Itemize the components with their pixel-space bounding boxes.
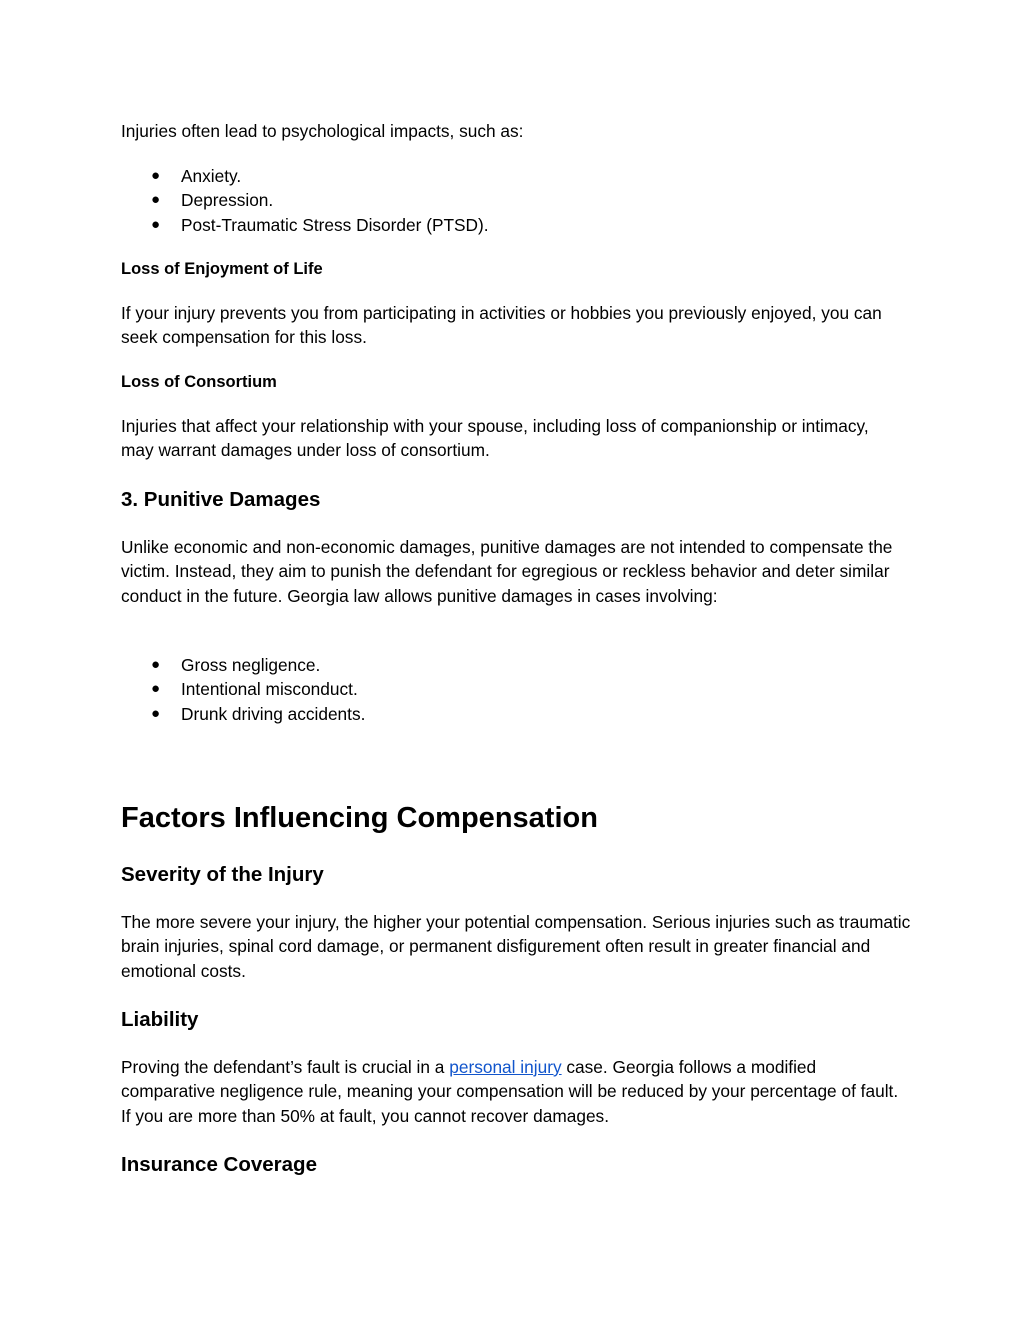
punitive-list xyxy=(121,653,911,726)
psych-list xyxy=(121,164,911,237)
list-item: ● Gross negligence. xyxy=(121,653,911,677)
consortium-heading: Loss of Consortium xyxy=(121,373,277,391)
severity-paragraph: The more severe your injury, the higher your potential compensation. Serious injuries such as traumatic brain injuries, spinal cord damage, or permanent disfigurement often result in greater financial and emotional costs. xyxy=(121,912,911,981)
enjoyment-heading: Loss of Enjoyment of Life xyxy=(121,260,323,278)
list-item: ● Drunk driving accidents. xyxy=(121,702,911,726)
insurance-heading: Insurance Coverage xyxy=(121,1153,317,1176)
factors-heading: Factors Influencing Compensation xyxy=(121,802,598,834)
bullet-icon: ● xyxy=(151,167,161,184)
list-item: ● Depression. xyxy=(121,188,911,212)
personal-injury-link[interactable]: personal injury xyxy=(449,1057,562,1077)
list-item: ● Post-Traumatic Stress Disorder (PTSD). xyxy=(121,213,911,237)
liability-paragraph: Proving the defendant’s fault is crucial in a personal injury case. Georgia follows a modified comparative negligence rule, meaning your compensation will be reduced by your percentage of fault. If you are more than 50% at fault, you cannot recover damages. xyxy=(121,1057,899,1126)
bullet-icon: ● xyxy=(151,656,161,673)
bullet-icon: ● xyxy=(151,704,161,722)
bullet-icon: ● xyxy=(151,215,161,233)
punitive-paragraph: Unlike economic and non-economic damages, punitive damages are not intended to compensate the victim. Instead, they aim to punish the defendant for egregious or reckless behavior and deter similar conduct in the future. Georgia law allows punitive damages in cases involving: xyxy=(121,537,893,606)
punitive-heading: 3. Punitive Damages xyxy=(121,488,321,511)
enjoyment-paragraph: If your injury prevents you from participating in activities or hobbies you previously enjoyed, you can seek compensation for this loss. xyxy=(121,303,882,348)
list-item: ● Anxiety. xyxy=(121,164,911,188)
liability-heading: Liability xyxy=(121,1008,199,1031)
bullet-icon: ● xyxy=(151,191,161,209)
list-item: ● Intentional misconduct. xyxy=(121,677,911,701)
intro-paragraph: Injuries often lead to psychological impacts, such as: xyxy=(121,121,524,141)
consortium-paragraph: Injuries that affect your relationship with your spouse, including loss of companionship or intimacy, may warrant damages under loss of consortium. xyxy=(121,416,869,461)
bullet-icon: ● xyxy=(151,680,161,698)
severity-heading: Severity of the Injury xyxy=(121,863,324,886)
